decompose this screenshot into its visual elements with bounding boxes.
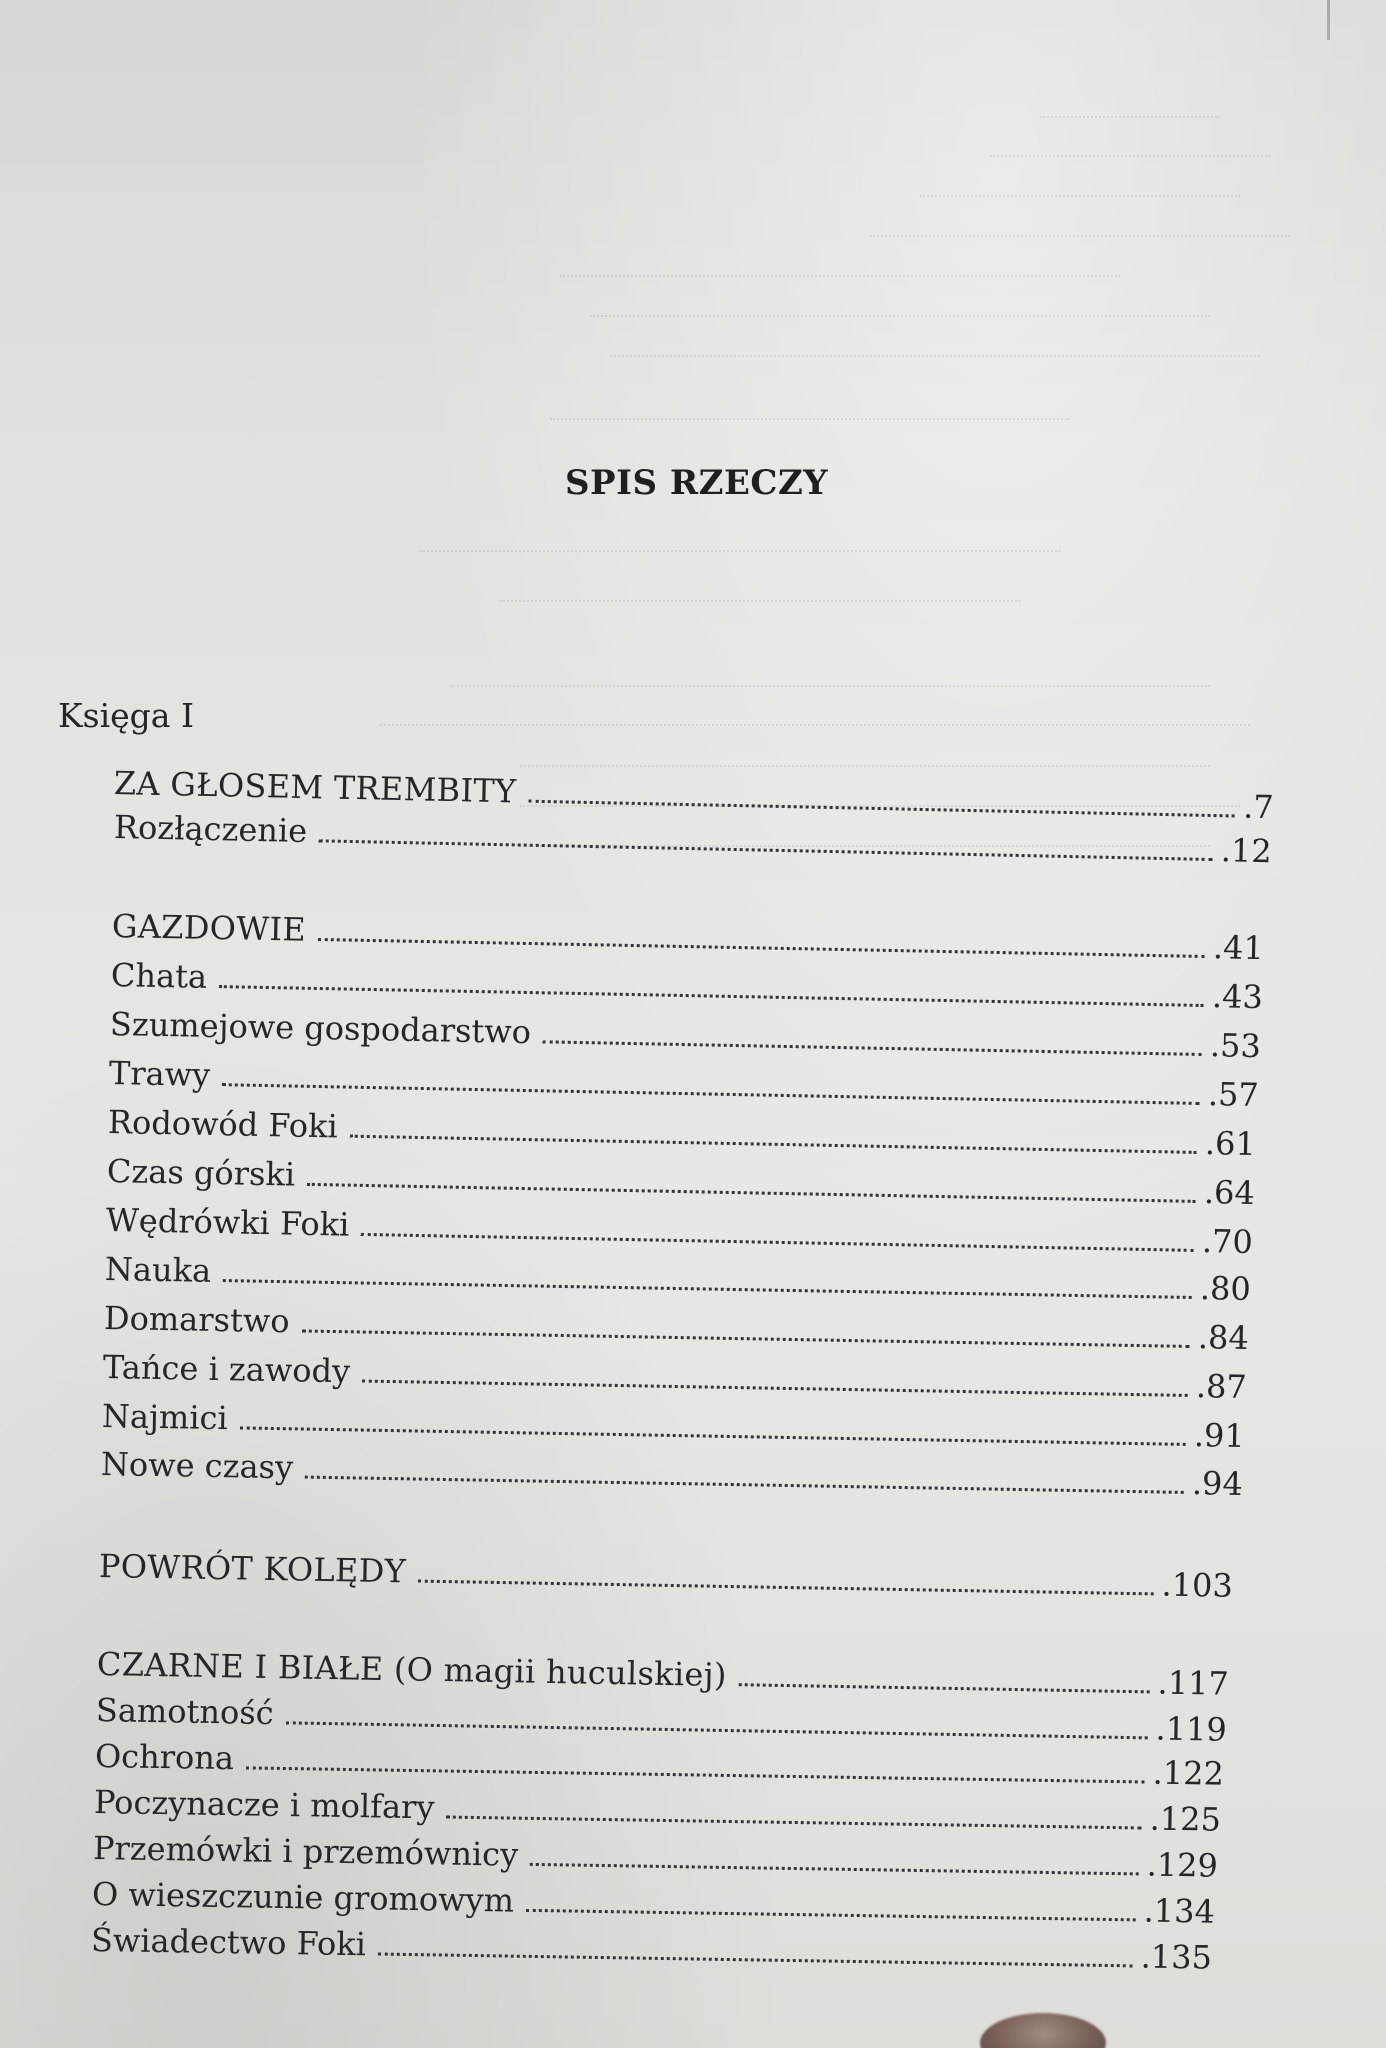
page-number: .53	[1209, 1026, 1262, 1066]
entry-title: Świadectwo Foki	[90, 1921, 367, 1964]
section-title: GAZDOWIE	[111, 907, 307, 949]
page-title: SPIS RZECZY	[565, 463, 829, 503]
page-number: .70	[1201, 1222, 1254, 1262]
entry-title: Przemówki i przemównicy	[92, 1829, 519, 1874]
entry-title: Ochrona	[94, 1737, 235, 1778]
entry-title: Trawy	[108, 1054, 211, 1094]
section-title: ZA GŁOSEM TREMBITY	[113, 764, 517, 811]
dot-leader	[318, 938, 1205, 958]
dot-leader	[307, 1183, 1196, 1203]
entry-title: Czas górski	[106, 1152, 296, 1194]
page-number: .103	[1161, 1565, 1234, 1605]
page-number: .57	[1207, 1075, 1260, 1115]
page-number: .135	[1140, 1937, 1213, 1977]
dot-leader	[223, 1279, 1192, 1299]
dot-leader	[222, 1083, 1200, 1105]
book-label: Księga I	[58, 696, 194, 735]
entry-title: Nowe czasy	[100, 1445, 294, 1487]
dot-leader	[240, 1426, 1186, 1446]
page-number: .94	[1191, 1464, 1244, 1503]
entry-title: Nauka	[104, 1250, 212, 1290]
entry-title: Najmici	[101, 1397, 229, 1438]
dot-leader	[543, 1040, 1202, 1056]
entry-title: Rodowód Foki	[107, 1103, 339, 1146]
page-number: .41	[1212, 928, 1265, 968]
dot-leader	[362, 1380, 1188, 1397]
dot-leader	[319, 839, 1213, 861]
dot-leader	[526, 1909, 1136, 1922]
page-number: .64	[1203, 1173, 1256, 1213]
page-number: .122	[1152, 1753, 1225, 1793]
dot-leader	[350, 1135, 1197, 1154]
page-number: .80	[1199, 1269, 1252, 1308]
dot-leader	[530, 1863, 1138, 1876]
page-number: .134	[1143, 1891, 1216, 1931]
entry-title: Poczynacze i molfary	[93, 1783, 435, 1827]
dot-leader	[446, 1816, 1141, 1830]
page-number: .91	[1193, 1416, 1246, 1455]
dot-leader	[528, 800, 1235, 818]
fingertip	[980, 2013, 1106, 2048]
entry-title: Domarstwo	[103, 1299, 290, 1341]
page-number: .125	[1149, 1799, 1222, 1839]
page-number: .43	[1211, 977, 1264, 1017]
page-number: .119	[1155, 1709, 1228, 1749]
dot-leader	[418, 1580, 1154, 1596]
page-number: .84	[1197, 1318, 1250, 1357]
section-title: CZARNE I BIAŁE (O magii huculskiej)	[96, 1645, 728, 1694]
dot-leader	[219, 985, 1204, 1007]
dot-leader	[246, 1766, 1145, 1783]
dot-leader	[285, 1721, 1147, 1739]
entry-title: Wędrówki Foki	[105, 1201, 350, 1244]
dot-leader	[378, 1953, 1133, 1968]
page-number: .7	[1242, 787, 1275, 827]
page-number: .117	[1157, 1663, 1230, 1703]
page-number: .61	[1204, 1124, 1257, 1164]
page-edge-mark	[1327, 0, 1330, 40]
dot-leader	[738, 1683, 1149, 1693]
page-number: .12	[1220, 831, 1273, 871]
dot-leader	[301, 1329, 1189, 1348]
entry-title: Chata	[110, 956, 208, 996]
section-title: POWRÓT KOLĘDY	[98, 1547, 407, 1591]
entry-title: Tańce i zawody	[102, 1348, 351, 1391]
entry-title: Szumejowe gospodarstwo	[109, 1005, 532, 1052]
page-number: .129	[1146, 1845, 1219, 1885]
dot-leader	[305, 1476, 1184, 1494]
entry-title: Samotność	[95, 1691, 274, 1733]
dot-leader	[361, 1233, 1194, 1252]
entry-title: O wieszczunie gromowym	[91, 1875, 515, 1920]
page-number: .87	[1195, 1367, 1248, 1406]
toc-section-powrot-koledy	[99, 1545, 1234, 1607]
entry-title: Rozłączenie	[113, 808, 308, 851]
